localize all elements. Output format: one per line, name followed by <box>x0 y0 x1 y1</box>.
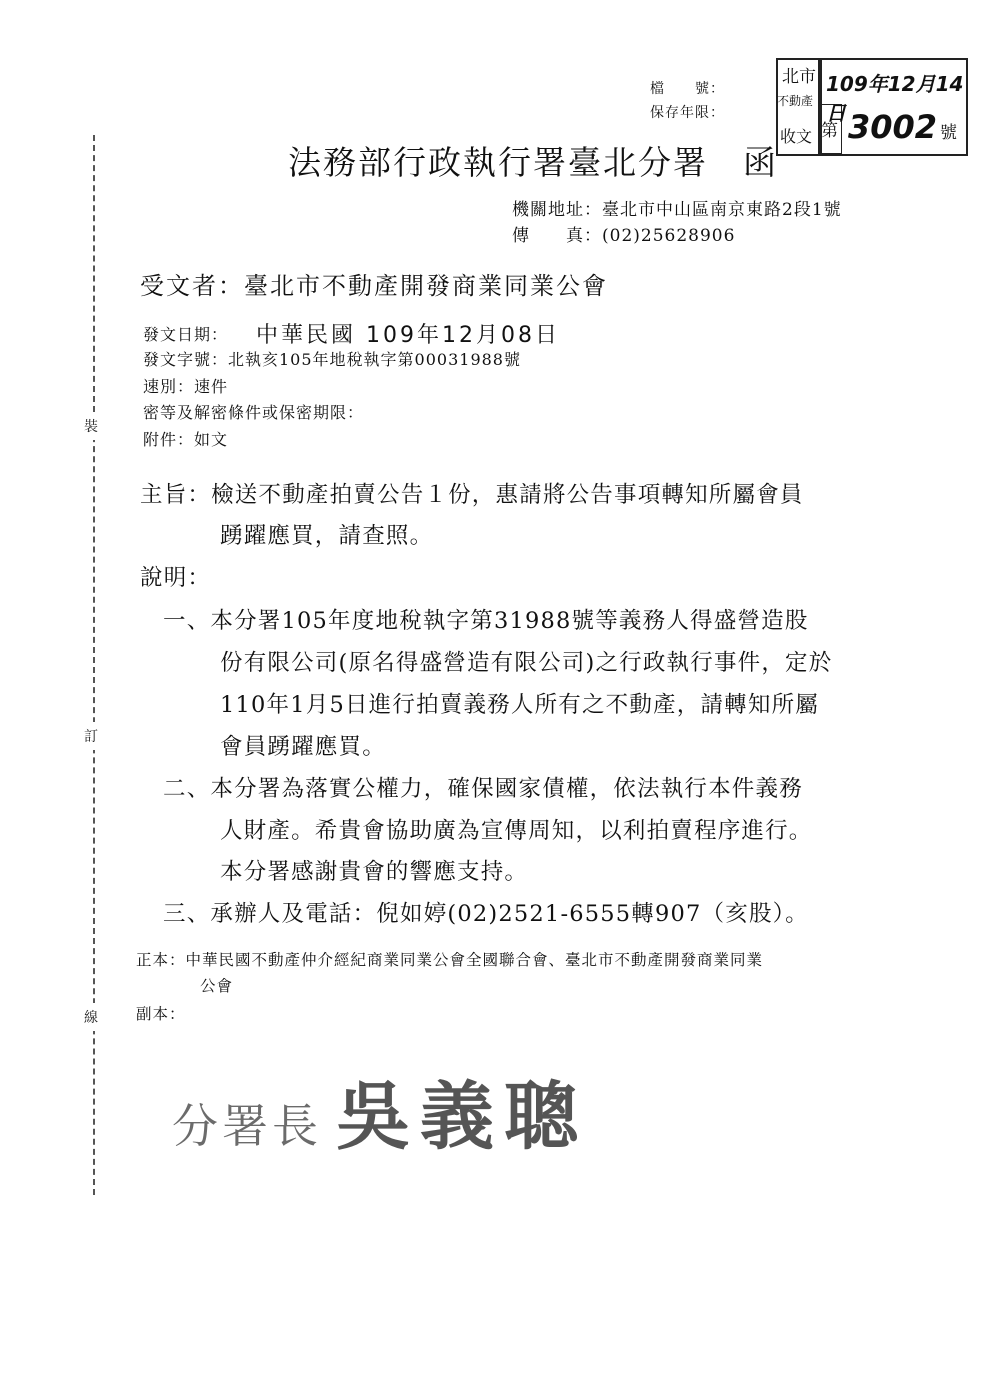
binding-char-1: 裝 <box>84 412 98 440</box>
stamp-org-1: 北市 <box>782 67 816 87</box>
reference-number: 發文字號：北執亥105年地稅執字第00031988號 <box>143 350 521 369</box>
subject-line-1: 主旨：檢送不動產拍賣公告１份，惠請將公告事項轉知所屬會員 <box>140 482 804 508</box>
original-recipients-line-2: 公會 <box>200 977 234 995</box>
explanation-item-3: 三、承辦人及電話：倪如婷(02)2521-6555轉907（亥股）。 <box>163 901 809 927</box>
original-recipients-line-1: 正本：中華民國不動產仲介經紀商業同業公會全國聯合會、臺北市不動產開發商業同業 <box>136 951 764 969</box>
issue-date-label: 發文日期： <box>143 325 229 344</box>
document-title: 法務部行政執行署臺北分署 函 <box>288 143 778 182</box>
agency-fax: 傳 真：(02)25628906 <box>512 226 736 246</box>
copy-recipients: 副本： <box>136 1005 186 1023</box>
signature-stamp <box>172 1058 588 1164</box>
stamp-org-3: 收文 <box>780 127 813 146</box>
binding-line <box>93 135 95 1195</box>
explanation-item-1-line-2: 份有限公司(原名得盛營造有限公司)之行政執行事件，定於 <box>220 650 833 676</box>
explanation-heading: 說明： <box>140 565 212 591</box>
subject-line-2: 踴躍應買，請查照。 <box>220 523 434 549</box>
signature-title: 分署長 <box>172 1099 322 1153</box>
binding-char-3: 線 <box>84 1003 98 1031</box>
binding-char-2: 訂 <box>84 722 98 750</box>
agency-address: 機關地址：臺北市中山區南京東路2段1號 <box>512 200 842 220</box>
recipient: 受文者：臺北市不動產開發商業同業公會 <box>140 272 608 300</box>
file-no-label: 檔 號： <box>650 81 725 97</box>
explanation-item-1-line-4: 會員踴躍應買。 <box>220 734 386 760</box>
speed-class: 速別：速件 <box>143 377 229 396</box>
attachment: 附件：如文 <box>143 430 229 449</box>
explanation-item-1-line-3: 110年1月5日進行拍賣義務人所有之不動產，請轉知所屬 <box>220 692 819 718</box>
explanation-item-2-line-2: 人財產。希貴會協助廣為宣傳周知，以利拍賣程序進行。 <box>220 818 813 844</box>
stamp-prefix: 第 <box>821 121 838 141</box>
stamp-org-2: 不動產 <box>777 94 814 108</box>
stamp-date: 109年12月14日 <box>826 72 964 125</box>
issue-date-value: 中華民國 109年12月08日 <box>256 323 560 348</box>
signature-name: 吳義聰 <box>336 1074 588 1160</box>
explanation-item-1-line-1: 一、本分署105年度地稅執字第31988號等義務人得盛營造股 <box>163 608 809 634</box>
received-stamp <box>776 58 966 154</box>
explanation-item-2-line-1: 二、本分署為落實公權力，確保國家債權，依法執行本件義務 <box>163 776 803 802</box>
retention-label: 保存年限： <box>650 105 725 121</box>
stamp-number: 3002 <box>848 108 938 146</box>
explanation-item-2-line-3: 本分署感謝貴會的響應支持。 <box>220 859 529 885</box>
secrecy-level: 密等及解密條件或保密期限： <box>143 403 365 422</box>
stamp-suffix: 號 <box>940 123 957 143</box>
